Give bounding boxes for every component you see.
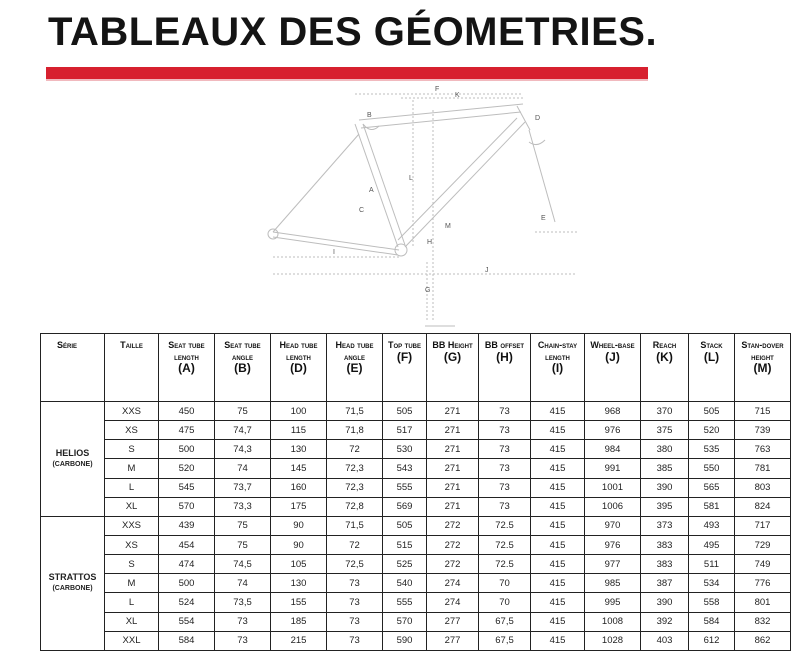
value-cell: 70 bbox=[479, 574, 531, 593]
value-cell: 976 bbox=[585, 535, 641, 554]
value-cell: 543 bbox=[383, 459, 427, 478]
value-cell: 272 bbox=[427, 555, 479, 574]
value-cell: 72.5 bbox=[479, 516, 531, 535]
value-cell: 581 bbox=[689, 497, 735, 516]
value-cell: 415 bbox=[531, 631, 585, 650]
value-cell: 415 bbox=[531, 555, 585, 574]
head-tube-line bbox=[517, 106, 530, 130]
value-cell: 415 bbox=[531, 612, 585, 631]
value-cell: 493 bbox=[689, 516, 735, 535]
value-cell: 71,5 bbox=[327, 516, 383, 535]
value-cell: 970 bbox=[585, 516, 641, 535]
value-cell: 75 bbox=[215, 516, 271, 535]
size-cell: S bbox=[105, 440, 159, 459]
value-cell: 73 bbox=[479, 440, 531, 459]
value-cell: 74 bbox=[215, 574, 271, 593]
value-cell: 824 bbox=[735, 497, 791, 516]
table-body bbox=[41, 402, 791, 651]
size-cell: M bbox=[105, 459, 159, 478]
value-cell: 995 bbox=[585, 593, 641, 612]
value-cell: 535 bbox=[689, 440, 735, 459]
value-cell: 383 bbox=[641, 555, 689, 574]
value-cell: 454 bbox=[159, 535, 215, 554]
size-cell: M bbox=[105, 574, 159, 593]
value-cell: 565 bbox=[689, 478, 735, 497]
diagram-label-k: K bbox=[455, 92, 460, 99]
value-cell: 390 bbox=[641, 593, 689, 612]
value-cell: 495 bbox=[689, 535, 735, 554]
value-cell: 74,3 bbox=[215, 440, 271, 459]
header-stack: Stack (L) bbox=[689, 334, 735, 402]
value-cell: 72,5 bbox=[327, 555, 383, 574]
value-cell: 72.5 bbox=[479, 555, 531, 574]
value-cell: 387 bbox=[641, 574, 689, 593]
frame-geometry-diagram bbox=[255, 82, 585, 332]
size-cell: XS bbox=[105, 535, 159, 554]
table-row bbox=[41, 478, 791, 497]
seat-tube-line-2 bbox=[363, 124, 405, 245]
header-seat-tube-length: Seat tube length (A) bbox=[159, 334, 215, 402]
value-cell: 72.5 bbox=[479, 535, 531, 554]
value-cell: 72,3 bbox=[327, 478, 383, 497]
table-row bbox=[41, 631, 791, 650]
header-head-tube-angle: Head tube angle (E) bbox=[327, 334, 383, 402]
value-cell: 415 bbox=[531, 497, 585, 516]
value-cell: 73 bbox=[327, 612, 383, 631]
value-cell: 90 bbox=[271, 535, 327, 554]
size-cell: S bbox=[105, 555, 159, 574]
value-cell: 500 bbox=[159, 574, 215, 593]
value-cell: 584 bbox=[159, 631, 215, 650]
value-cell: 385 bbox=[641, 459, 689, 478]
series-material: (CARBONE) bbox=[52, 585, 93, 593]
value-cell: 415 bbox=[531, 478, 585, 497]
down-tube-line bbox=[405, 122, 525, 247]
size-cell: XXL bbox=[105, 631, 159, 650]
value-cell: 415 bbox=[531, 535, 585, 554]
value-cell: 272 bbox=[427, 516, 479, 535]
value-cell: 803 bbox=[735, 478, 791, 497]
diagram-label-m: M bbox=[445, 223, 451, 230]
value-cell: 1006 bbox=[585, 497, 641, 516]
value-cell: 277 bbox=[427, 631, 479, 650]
value-cell: 977 bbox=[585, 555, 641, 574]
value-cell: 395 bbox=[641, 497, 689, 516]
header-serie: Série bbox=[41, 334, 105, 402]
value-cell: 590 bbox=[383, 631, 427, 650]
value-cell: 729 bbox=[735, 535, 791, 554]
diagram-label-l: L bbox=[409, 175, 413, 182]
table-header-row bbox=[41, 334, 791, 402]
value-cell: 1028 bbox=[585, 631, 641, 650]
value-cell: 540 bbox=[383, 574, 427, 593]
value-cell: 862 bbox=[735, 631, 791, 650]
diagram-label-c: C bbox=[359, 207, 365, 214]
value-cell: 271 bbox=[427, 459, 479, 478]
value-cell: 73,3 bbox=[215, 497, 271, 516]
value-cell: 271 bbox=[427, 497, 479, 516]
value-cell: 72 bbox=[327, 440, 383, 459]
value-cell: 749 bbox=[735, 555, 791, 574]
value-cell: 569 bbox=[383, 497, 427, 516]
value-cell: 534 bbox=[689, 574, 735, 593]
value-cell: 380 bbox=[641, 440, 689, 459]
value-cell: 415 bbox=[531, 574, 585, 593]
value-cell: 75 bbox=[215, 535, 271, 554]
value-cell: 105 bbox=[271, 555, 327, 574]
value-cell: 71,5 bbox=[327, 402, 383, 421]
value-cell: 73 bbox=[327, 574, 383, 593]
value-cell: 73,5 bbox=[215, 593, 271, 612]
value-cell: 570 bbox=[383, 612, 427, 631]
value-cell: 271 bbox=[427, 402, 479, 421]
seat-tube-line bbox=[355, 124, 398, 247]
value-cell: 373 bbox=[641, 516, 689, 535]
table-row bbox=[41, 497, 791, 516]
value-cell: 801 bbox=[735, 593, 791, 612]
value-cell: 72 bbox=[327, 535, 383, 554]
value-cell: 545 bbox=[159, 478, 215, 497]
value-cell: 1001 bbox=[585, 478, 641, 497]
page-title: TABLEAUX DES GÉOMETRIES. bbox=[48, 10, 658, 54]
top-tube-line-2 bbox=[361, 112, 521, 128]
diagram-label-e: E bbox=[541, 215, 546, 222]
table-row bbox=[41, 535, 791, 554]
value-cell: 530 bbox=[383, 440, 427, 459]
value-cell: 185 bbox=[271, 612, 327, 631]
header-top-tube: Top tube (F) bbox=[383, 334, 427, 402]
value-cell: 90 bbox=[271, 516, 327, 535]
value-cell: 271 bbox=[427, 440, 479, 459]
size-cell: L bbox=[105, 478, 159, 497]
value-cell: 517 bbox=[383, 421, 427, 440]
diagram-label-h: H bbox=[427, 239, 433, 246]
value-cell: 525 bbox=[383, 555, 427, 574]
value-cell: 985 bbox=[585, 574, 641, 593]
value-cell: 274 bbox=[427, 593, 479, 612]
header-taille: Taille bbox=[105, 334, 159, 402]
value-cell: 130 bbox=[271, 574, 327, 593]
value-cell: 71,8 bbox=[327, 421, 383, 440]
value-cell: 67,5 bbox=[479, 612, 531, 631]
value-cell: 763 bbox=[735, 440, 791, 459]
value-cell: 558 bbox=[689, 593, 735, 612]
value-cell: 520 bbox=[689, 421, 735, 440]
value-cell: 739 bbox=[735, 421, 791, 440]
diagram-label-i: I bbox=[333, 249, 335, 256]
value-cell: 832 bbox=[735, 612, 791, 631]
value-cell: 73 bbox=[327, 593, 383, 612]
value-cell: 375 bbox=[641, 421, 689, 440]
value-cell: 115 bbox=[271, 421, 327, 440]
value-cell: 776 bbox=[735, 574, 791, 593]
value-cell: 505 bbox=[383, 402, 427, 421]
value-cell: 73 bbox=[479, 478, 531, 497]
size-cell: L bbox=[105, 593, 159, 612]
table-row bbox=[41, 593, 791, 612]
size-cell: XL bbox=[105, 497, 159, 516]
dim-head-angle-arc bbox=[529, 140, 545, 145]
value-cell: 554 bbox=[159, 612, 215, 631]
value-cell: 612 bbox=[689, 631, 735, 650]
value-cell: 67,5 bbox=[479, 631, 531, 650]
title-accent-bar bbox=[46, 67, 648, 79]
value-cell: 72,8 bbox=[327, 497, 383, 516]
value-cell: 415 bbox=[531, 593, 585, 612]
value-cell: 215 bbox=[271, 631, 327, 650]
value-cell: 715 bbox=[735, 402, 791, 421]
value-cell: 524 bbox=[159, 593, 215, 612]
value-cell: 73 bbox=[479, 497, 531, 516]
geometry-table bbox=[40, 333, 791, 651]
value-cell: 73 bbox=[479, 459, 531, 478]
series-name: STRATTOS bbox=[48, 572, 97, 583]
value-cell: 584 bbox=[689, 612, 735, 631]
header-head-tube-length: Head tube length (D) bbox=[271, 334, 327, 402]
table-row bbox=[41, 459, 791, 478]
table-row bbox=[41, 555, 791, 574]
value-cell: 392 bbox=[641, 612, 689, 631]
value-cell: 73 bbox=[479, 402, 531, 421]
table-row bbox=[41, 402, 791, 421]
seatstay-line bbox=[273, 134, 359, 232]
table-row bbox=[41, 574, 791, 593]
value-cell: 277 bbox=[427, 612, 479, 631]
value-cell: 520 bbox=[159, 459, 215, 478]
series-cell bbox=[41, 516, 105, 650]
value-cell: 500 bbox=[159, 440, 215, 459]
value-cell: 415 bbox=[531, 402, 585, 421]
value-cell: 72,3 bbox=[327, 459, 383, 478]
value-cell: 781 bbox=[735, 459, 791, 478]
chainstay-line-2 bbox=[273, 237, 398, 255]
value-cell: 100 bbox=[271, 402, 327, 421]
value-cell: 403 bbox=[641, 631, 689, 650]
value-cell: 1008 bbox=[585, 612, 641, 631]
value-cell: 475 bbox=[159, 421, 215, 440]
value-cell: 474 bbox=[159, 555, 215, 574]
diagram-label-g: G bbox=[425, 287, 431, 294]
value-cell: 175 bbox=[271, 497, 327, 516]
value-cell: 991 bbox=[585, 459, 641, 478]
value-cell: 390 bbox=[641, 478, 689, 497]
header-reach: Reach (K) bbox=[641, 334, 689, 402]
value-cell: 274 bbox=[427, 574, 479, 593]
value-cell: 145 bbox=[271, 459, 327, 478]
size-cell: XL bbox=[105, 612, 159, 631]
value-cell: 505 bbox=[383, 516, 427, 535]
header-bb-offset: BB offset (H) bbox=[479, 334, 531, 402]
value-cell: 271 bbox=[427, 421, 479, 440]
value-cell: 155 bbox=[271, 593, 327, 612]
value-cell: 511 bbox=[689, 555, 735, 574]
value-cell: 550 bbox=[689, 459, 735, 478]
value-cell: 976 bbox=[585, 421, 641, 440]
value-cell: 160 bbox=[271, 478, 327, 497]
value-cell: 73 bbox=[215, 612, 271, 631]
value-cell: 73,7 bbox=[215, 478, 271, 497]
value-cell: 717 bbox=[735, 516, 791, 535]
table-row bbox=[41, 421, 791, 440]
table-row bbox=[41, 440, 791, 459]
series-material: (CARBONE) bbox=[52, 460, 93, 468]
value-cell: 74,7 bbox=[215, 421, 271, 440]
value-cell: 74 bbox=[215, 459, 271, 478]
header-standover-height: Stan-dover height (M) bbox=[735, 334, 791, 402]
table-row bbox=[41, 516, 791, 535]
title-accent-underline bbox=[46, 79, 648, 81]
value-cell: 415 bbox=[531, 459, 585, 478]
value-cell: 415 bbox=[531, 421, 585, 440]
size-cell: XS bbox=[105, 421, 159, 440]
diagram-label-a: A bbox=[369, 187, 374, 194]
value-cell: 415 bbox=[531, 440, 585, 459]
value-cell: 505 bbox=[689, 402, 735, 421]
value-cell: 75 bbox=[215, 402, 271, 421]
value-cell: 450 bbox=[159, 402, 215, 421]
value-cell: 555 bbox=[383, 593, 427, 612]
chainstay-line bbox=[273, 232, 399, 250]
value-cell: 383 bbox=[641, 535, 689, 554]
value-cell: 515 bbox=[383, 535, 427, 554]
size-cell: XXS bbox=[105, 402, 159, 421]
value-cell: 130 bbox=[271, 440, 327, 459]
series-cell bbox=[41, 402, 105, 517]
value-cell: 73 bbox=[327, 631, 383, 650]
header-wheelbase: Wheel-base (J) bbox=[585, 334, 641, 402]
value-cell: 439 bbox=[159, 516, 215, 535]
value-cell: 272 bbox=[427, 535, 479, 554]
value-cell: 984 bbox=[585, 440, 641, 459]
value-cell: 968 bbox=[585, 402, 641, 421]
value-cell: 415 bbox=[531, 516, 585, 535]
series-name: HELIOS bbox=[55, 447, 90, 458]
value-cell: 70 bbox=[479, 593, 531, 612]
diagram-label-f: F bbox=[435, 86, 440, 93]
top-tube-line bbox=[359, 104, 523, 120]
header-chainstay-length: Chain-stay length (I) bbox=[531, 334, 585, 402]
value-cell: 73 bbox=[215, 631, 271, 650]
value-cell: 73 bbox=[479, 421, 531, 440]
header-bb-height: BB Height (G) bbox=[427, 334, 479, 402]
size-cell: XXS bbox=[105, 516, 159, 535]
diagram-label-b: B bbox=[367, 112, 372, 119]
down-tube-line-2 bbox=[398, 118, 517, 240]
diagram-label-j: J bbox=[485, 267, 489, 274]
value-cell: 370 bbox=[641, 402, 689, 421]
header-seat-tube-angle: Seat tube angle (B) bbox=[215, 334, 271, 402]
value-cell: 271 bbox=[427, 478, 479, 497]
value-cell: 555 bbox=[383, 478, 427, 497]
value-cell: 570 bbox=[159, 497, 215, 516]
table-row bbox=[41, 612, 791, 631]
diagram-label-d: D bbox=[535, 115, 541, 122]
value-cell: 74,5 bbox=[215, 555, 271, 574]
